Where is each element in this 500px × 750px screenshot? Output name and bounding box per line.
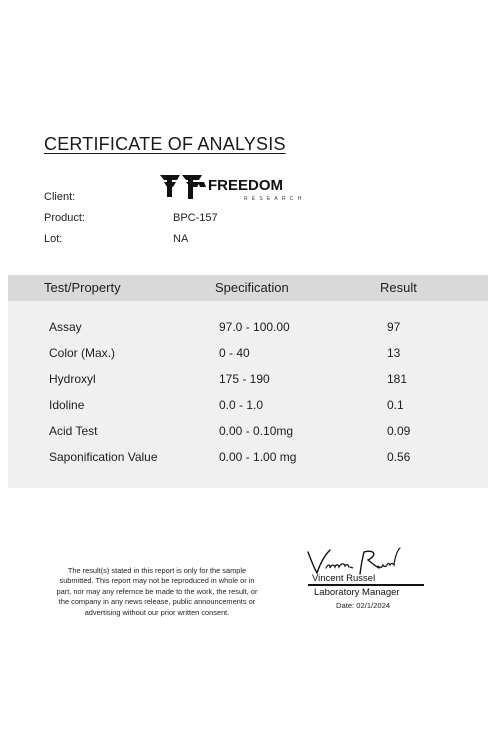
signatory-name: Vincent Russel	[312, 573, 376, 584]
result-value: 0.09	[387, 424, 411, 438]
freedom-research-logo-icon	[158, 173, 314, 203]
disclaimer-line: advertising without our prior written consent.	[84, 607, 230, 617]
table-row	[8, 320, 488, 346]
logo-name: FREEDOM	[208, 177, 283, 194]
table-row	[8, 372, 488, 398]
table-header	[8, 275, 488, 301]
header-specification: Specification	[215, 280, 289, 295]
product-label: Product:	[44, 212, 85, 224]
disclaimer-line: the company in any news release, public announcements or	[58, 597, 256, 607]
disclaimer-line: submitted. This report may not be reproduced in whole or in	[59, 576, 255, 586]
lot-value: NA	[173, 233, 189, 245]
test-name: Hydroxyl	[49, 372, 96, 386]
test-name: Idoline	[49, 398, 85, 412]
freedom-research-logo	[158, 173, 314, 208]
spec-value: 0.0 - 1.0	[219, 398, 264, 412]
table-body	[8, 301, 488, 488]
table-row	[8, 398, 488, 424]
signatory-role: Laboratory Manager	[314, 587, 400, 598]
result-value: 181	[387, 372, 408, 386]
signature-date: Date: 02/1/2024	[336, 601, 391, 610]
test-name: Color (Max.)	[49, 346, 116, 360]
page-title: CERTIFICATE OF ANALYSIS	[44, 134, 286, 154]
signature-line	[308, 584, 424, 586]
spec-value: 0.00 - 1.00 mg	[219, 450, 297, 464]
header-result: Result	[380, 280, 417, 295]
disclaimer-text	[38, 566, 276, 618]
disclaimer-line: part, nor may any refernce be made to the work, the result, or	[56, 586, 258, 596]
header-test-property: Test/Property	[44, 280, 121, 295]
spec-value: 0.00 - 0.10mg	[219, 424, 294, 438]
table-row	[8, 346, 488, 372]
result-value: 13	[387, 346, 401, 360]
disclaimer-line: The result(s) stated in this report is only for the sample	[67, 566, 247, 575]
result-value: 0.1	[387, 398, 404, 412]
table-row	[8, 450, 488, 476]
test-name: Acid Test	[49, 424, 98, 438]
client-label: Client:	[44, 191, 76, 203]
result-value: 97	[387, 320, 401, 334]
test-name: Saponification Value	[49, 450, 158, 464]
logo-tagline: RESEARCH	[244, 196, 306, 202]
product-value: BPC-157	[173, 212, 218, 224]
result-value: 0.56	[387, 450, 411, 464]
lot-label: Lot:	[44, 233, 63, 245]
spec-value: 0 - 40	[219, 346, 250, 360]
spec-value: 175 - 190	[219, 372, 270, 386]
spec-value: 97.0 - 100.00	[219, 320, 290, 334]
table-row	[8, 424, 488, 450]
test-name: Assay	[49, 320, 82, 334]
